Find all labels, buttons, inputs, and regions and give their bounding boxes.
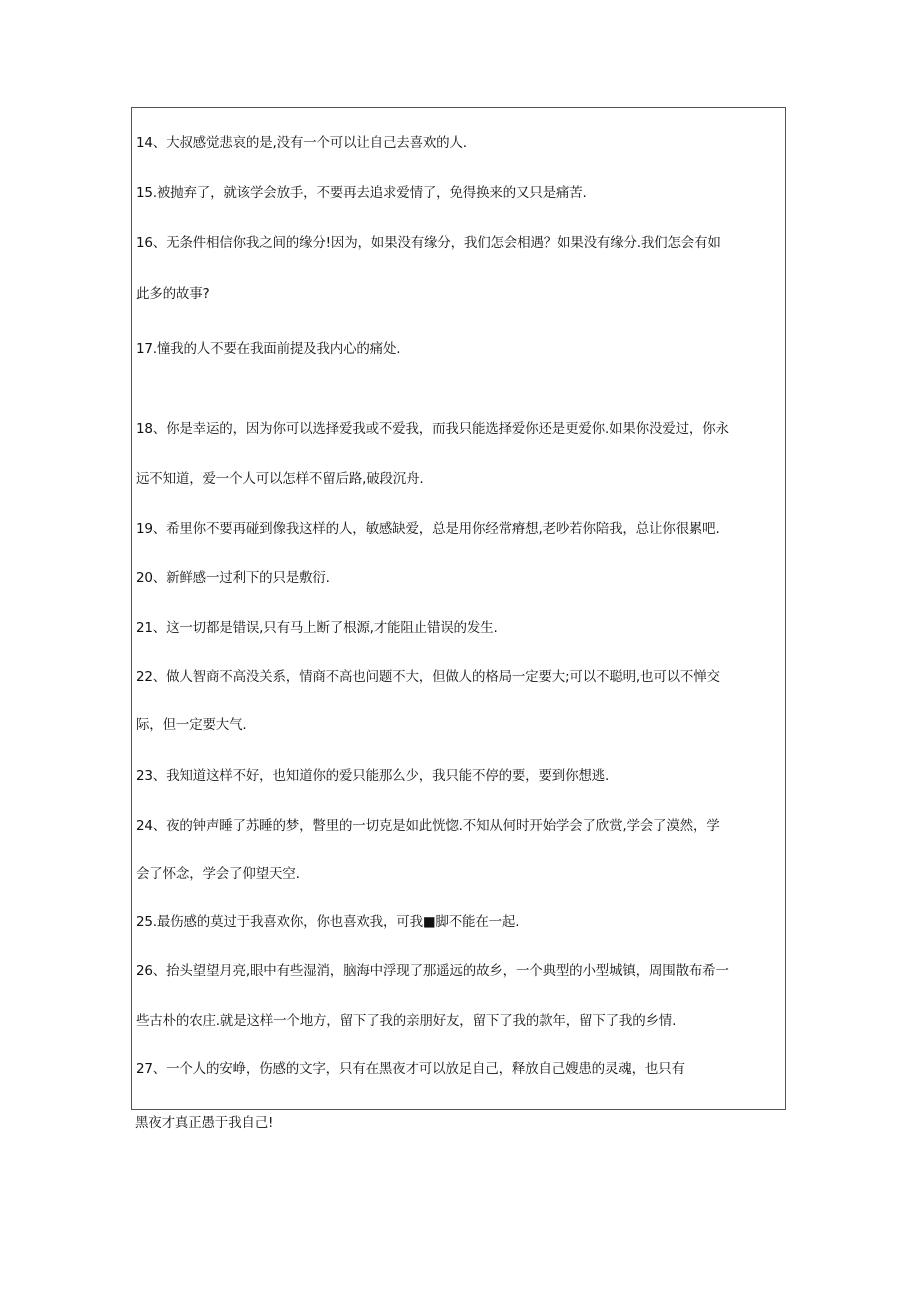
text-line-24a: 24、夜的钟声睡了苏睡的梦，瞥里的一切克是如此恍惚.不知从何时开始学会了欣赏,学会了漠然，学 bbox=[136, 818, 720, 834]
text-line-26a: 26、抬头望望月亮,眼中有些湿消，脑海中浮现了那遥远的故乡，一个典型的小型城镇，周围散布希一 bbox=[136, 963, 729, 979]
text-line-24b: 会了怀念，学会了仰望天空. bbox=[136, 866, 300, 882]
text-line-17: 17.憧我的人不要在我面前提及我内心的痛处. bbox=[136, 341, 401, 357]
text-line-27a: 27、一个人的安峥，伤感的文字，只有在黑夜才可以放足自己，释放自己嫂患的灵魂，也只有 bbox=[136, 1061, 685, 1077]
text-line-16a: 16、无条件相信你我之间的缘分!因为，如果没有缘分，我们怎会相遇？如果没有缘分.我们怎会有如 bbox=[136, 235, 721, 251]
text-line-22b: 际，但一定要大气. bbox=[136, 717, 247, 733]
text-line-18b: 远不知道，爱一个人可以怎样不留后路,破段沉舟. bbox=[136, 471, 424, 487]
text-line-18a: 18、你是幸运的，因为你可以选择爱我或不爱我，而我只能选择爱你还是更爱你.如果你没爱过，你永 bbox=[136, 421, 729, 437]
text-line-16b: 此多的故事? bbox=[136, 286, 210, 302]
text-line-25: 25.最伤感的莫过于我喜欢你，你也喜欢我，可我■脚不能在一起. bbox=[136, 914, 520, 930]
text-line-21: 21、这一切都是错误,只有马上断了根源,才能阻止错误的发生. bbox=[136, 620, 498, 636]
text-line-23: 23、我知道这样不好，也知道你的爱只能那么少，我只能不停的要，要到你想逃. bbox=[136, 768, 610, 784]
content-frame bbox=[131, 107, 786, 1110]
text-line-14: 14、大叔感觉悲哀的是,没有一个可以让自己去喜欢的人. bbox=[136, 135, 467, 151]
text-line-27b: 黑夜才真正愚于我自己! bbox=[135, 1115, 274, 1131]
text-line-19: 19、希里你不要再碰到像我这样的人，敏感缺爱，总是用你经常瘠想,老吵若你陪我，总让你很累吧. bbox=[136, 521, 720, 537]
text-line-20: 20、新鲜感一过利下的只是敷衍. bbox=[136, 570, 330, 586]
text-line-26b: 些古朴的农庄.就是这样一个地方，留下了我的亲朋好友，留下了我的款年，留下了我的乡情. bbox=[136, 1013, 677, 1029]
text-line-15: 15.被抛弃了，就该学会放手，不要再去追求爱情了，免得换来的又只是痛苦. bbox=[136, 185, 587, 201]
text-line-22a: 22、做人智商不高没关系，情商不高也问题不大，但做人的格局一定要大;可以不聪明,也可以不惮交 bbox=[136, 669, 720, 685]
